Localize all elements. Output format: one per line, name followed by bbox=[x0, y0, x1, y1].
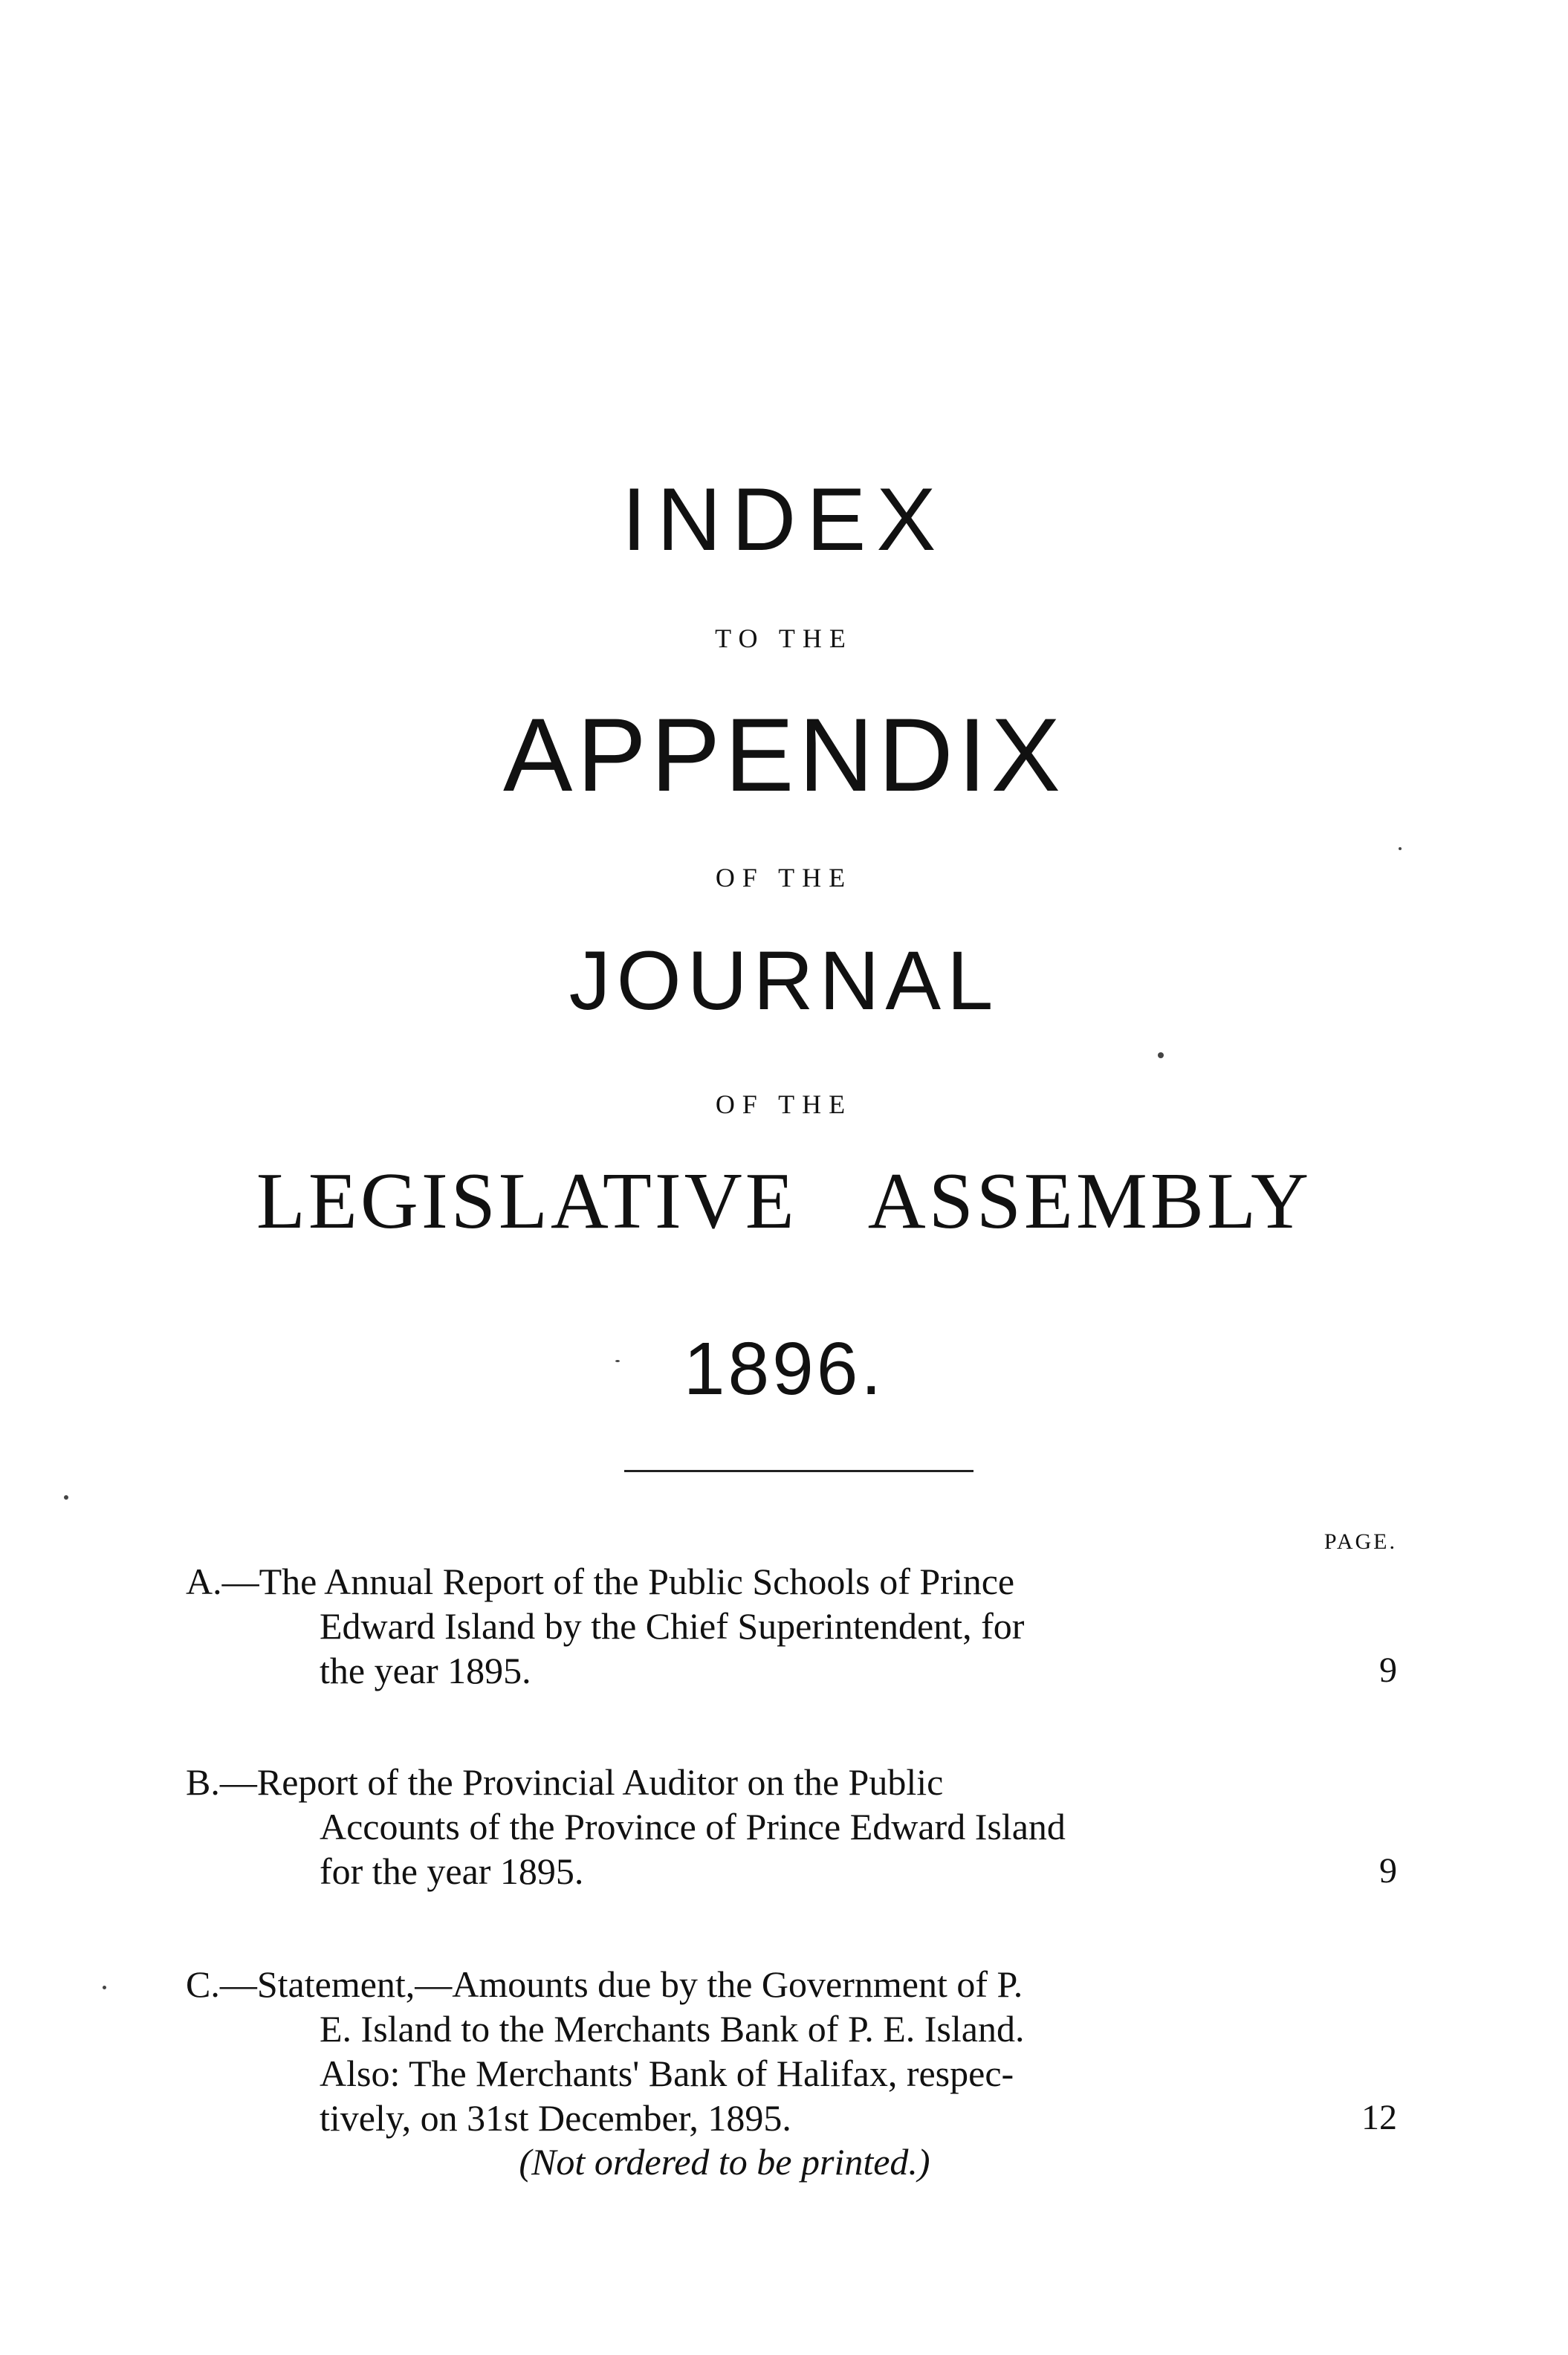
entry-c-line-2: E. Island to the Merchants Bank of P. E. Island. bbox=[320, 2008, 1025, 2050]
title-legislative-assembly: LEGISLATIVE ASSEMBLY bbox=[256, 1157, 1312, 1245]
divider-rule bbox=[624, 1470, 973, 1472]
title-journal: JOURNAL bbox=[568, 934, 1000, 1027]
index-entry-a bbox=[186, 1559, 1263, 1693]
title-to-the: TO THE bbox=[715, 623, 853, 653]
title-of-the-first: OF THE bbox=[715, 863, 853, 893]
entry-c-line-3: Also: The Merchants' Bank of Halifax, respec- bbox=[320, 2053, 1014, 2094]
entry-a-line-2: Edward Island by the Chief Superintendent, for bbox=[320, 1605, 1025, 1647]
title-index: INDEX bbox=[621, 470, 947, 569]
title-year: 1896. bbox=[683, 1327, 885, 1410]
entry-a-page-number: 9 bbox=[1379, 1651, 1397, 1690]
scan-speck bbox=[1399, 847, 1402, 850]
entry-b-line-2: Accounts of the Province of Prince Edward Island bbox=[320, 1806, 1066, 1847]
page-column-heading: PAGE. bbox=[1324, 1529, 1397, 1554]
scan-speck bbox=[103, 1986, 106, 1989]
scan-speck bbox=[64, 1495, 68, 1500]
title-appendix: APPENDIX bbox=[503, 696, 1065, 813]
scan-speck bbox=[615, 1360, 620, 1362]
index-entry-b bbox=[186, 1760, 1263, 1894]
entry-b-line-3: for the year 1895. bbox=[320, 1850, 584, 1892]
entry-b-line-1: B.—Report of the Provincial Auditor on the Public bbox=[186, 1761, 944, 1803]
entry-c-note: (Not ordered to be printed.) bbox=[519, 2141, 930, 2183]
entry-c-line-4: tively, on 31st December, 1895. bbox=[320, 2097, 791, 2139]
title-of-the-second: OF THE bbox=[715, 1089, 853, 1119]
entry-a-line-1: A.—The Annual Report of the Public Schools of Prince bbox=[186, 1561, 1015, 1602]
entry-a-line-3: the year 1895. bbox=[320, 1650, 531, 1691]
index-entry-c bbox=[186, 1962, 1263, 2140]
entry-c-line-1: C.—Statement,—Amounts due by the Government of P. bbox=[186, 1963, 1023, 2005]
scan-speck bbox=[1158, 1052, 1164, 1058]
entry-c-page-number: 12 bbox=[1361, 2098, 1397, 2137]
entry-b-page-number: 9 bbox=[1379, 1851, 1397, 1891]
